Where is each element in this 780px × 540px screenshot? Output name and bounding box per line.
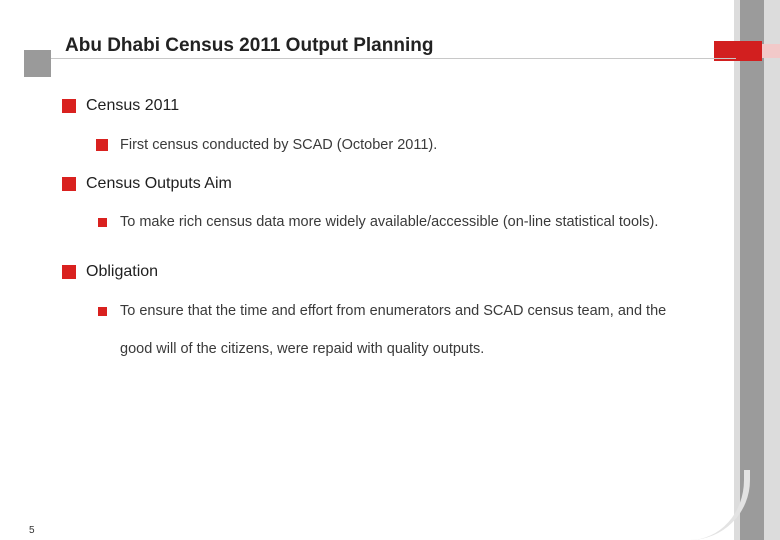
- red-accent-tab-tail: [762, 44, 780, 58]
- sub-bullet-ensure: [96, 303, 666, 319]
- bullet-census-2011: [62, 97, 179, 115]
- sub-bullet-text: First census conducted by SCAD (October 2011).: [120, 137, 438, 153]
- right-decor-band: [740, 0, 764, 540]
- bullet-heading: Census Outputs Aim: [86, 175, 232, 192]
- title-gray-square: [24, 50, 51, 77]
- sub-bullet-rich-data: [96, 214, 658, 230]
- sub-bullet-text: To ensure that the time and effort from enumerators and SCAD census team, and the: [120, 303, 667, 319]
- sub-bullet-text: To make rich census data more widely available/accessible (on-line statistical tools).: [120, 214, 659, 230]
- red-square-bullet-icon: [96, 139, 108, 151]
- red-square-bullet-icon: [62, 265, 76, 279]
- bullet-heading: Obligation: [86, 263, 159, 280]
- sub-bullet-continuation: good will of the citizens, were repaid with quality outputs.: [120, 341, 485, 357]
- red-square-bullet-icon: [62, 99, 76, 113]
- slide-title: Abu Dhabi Census 2011 Output Planning: [65, 35, 434, 56]
- title-underline: [24, 58, 736, 59]
- bullet-obligation: [62, 263, 158, 281]
- red-square-bullet-icon: [62, 177, 76, 191]
- bullet-heading: Census 2011: [86, 97, 180, 114]
- bullet-census-outputs-aim: [62, 175, 232, 193]
- page-number: 5: [29, 525, 35, 536]
- red-square-bullet-icon: [98, 307, 107, 316]
- sub-bullet-first-census: [96, 137, 437, 153]
- red-square-bullet-icon: [98, 218, 107, 227]
